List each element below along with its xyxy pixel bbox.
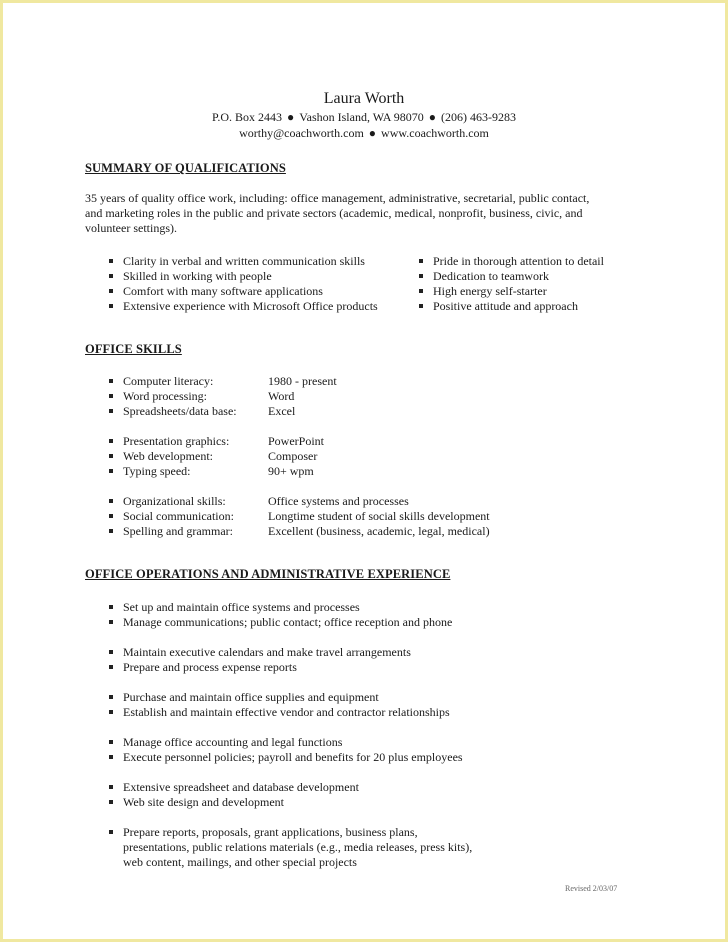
experience-item: Manage communications; public contact; office reception and phone bbox=[123, 615, 453, 629]
bullet-icon bbox=[109, 274, 113, 278]
bullet-icon bbox=[419, 274, 423, 278]
bullet-icon bbox=[109, 605, 113, 609]
bullet-icon bbox=[109, 620, 113, 624]
skill-label: Computer literacy: bbox=[123, 374, 214, 388]
bullet-icon bbox=[109, 514, 113, 518]
summary-heading: SUMMARY OF QUALIFICATIONS bbox=[85, 161, 286, 175]
experience-item: Prepare and process expense reports bbox=[123, 660, 297, 674]
bullet-icon bbox=[109, 499, 113, 503]
experience-item-line: web content, mailings, and other special projects bbox=[123, 855, 357, 869]
bullet-icon bbox=[109, 379, 113, 383]
summary-line: and marketing roles in the public and private sectors (academic, medical, nonprofit, business, civic, and bbox=[85, 206, 583, 220]
skill-value: Longtime student of social skills development bbox=[268, 509, 490, 523]
experience-item: Web site design and development bbox=[123, 795, 284, 809]
bullet-icon bbox=[109, 529, 113, 533]
bullet-icon bbox=[109, 800, 113, 804]
skill-value: PowerPoint bbox=[268, 434, 325, 448]
bullet-icon bbox=[109, 259, 113, 263]
email-address[interactable]: worthy@coachworth.com bbox=[239, 126, 364, 140]
summary-item: Positive attitude and approach bbox=[433, 299, 578, 313]
experience-item: Establish and maintain effective vendor and contractor relationships bbox=[123, 705, 450, 719]
bullet-icon bbox=[109, 289, 113, 293]
experience-item: Manage office accounting and legal functions bbox=[123, 735, 343, 749]
summary-item: Clarity in verbal and written communication skills bbox=[123, 254, 365, 268]
bullet-icon bbox=[109, 785, 113, 789]
summary-item: Extensive experience with Microsoft Office products bbox=[123, 299, 378, 313]
skill-value: 1980 - present bbox=[268, 374, 337, 388]
summary-line: volunteer settings). bbox=[85, 221, 177, 235]
bullet-icon bbox=[109, 665, 113, 669]
candidate-name: Laura Worth bbox=[323, 90, 405, 107]
contact-line-2 bbox=[3, 125, 725, 141]
contact-line-1 bbox=[3, 109, 725, 125]
bullet-icon bbox=[419, 304, 423, 308]
separator-icon: ● bbox=[368, 126, 377, 140]
resume-page bbox=[3, 3, 725, 939]
bullet-icon bbox=[419, 289, 423, 293]
office-skills-heading: OFFICE SKILLS bbox=[85, 342, 182, 356]
experience-item: Purchase and maintain office supplies and equipment bbox=[123, 690, 379, 704]
bullet-icon bbox=[419, 259, 423, 263]
website-link[interactable]: www.coachworth.com bbox=[381, 126, 489, 140]
skill-label: Typing speed: bbox=[123, 464, 191, 478]
separator-icon: ● bbox=[287, 110, 295, 124]
postal-address: P.O. Box 2443 bbox=[212, 110, 283, 124]
skill-value: Excel bbox=[268, 404, 296, 418]
bullet-icon bbox=[109, 710, 113, 714]
city-state-zip: Vashon Island, WA 98070 bbox=[299, 110, 424, 124]
bullet-icon bbox=[109, 439, 113, 443]
bullet-icon bbox=[109, 695, 113, 699]
skill-value: Office systems and processes bbox=[268, 494, 409, 508]
experience-item: Execute personnel policies; payroll and benefits for 20 plus employees bbox=[123, 750, 463, 764]
skill-value: Excellent (business, academic, legal, medical) bbox=[268, 524, 490, 538]
bullet-icon bbox=[109, 394, 113, 398]
experience-heading: OFFICE OPERATIONS AND ADMINISTRATIVE EXPERIENCE bbox=[85, 567, 451, 581]
skill-label: Word processing: bbox=[123, 389, 208, 403]
summary-item: High energy self-starter bbox=[433, 284, 547, 298]
experience-item-line: Prepare reports, proposals, grant applications, business plans, bbox=[123, 825, 418, 839]
experience-item-line: presentations, public relations materials (e.g., media releases, press kits), bbox=[123, 840, 473, 854]
skill-label: Social communication: bbox=[123, 509, 234, 523]
bullet-icon bbox=[109, 304, 113, 308]
resume-header bbox=[3, 89, 725, 141]
summary-paragraph bbox=[85, 191, 645, 236]
skill-value: 90+ wpm bbox=[268, 464, 314, 478]
summary-item: Comfort with many software applications bbox=[123, 284, 323, 298]
summary-line: 35 years of quality office work, including: office management, administrative, secretarial, public contact, bbox=[85, 191, 590, 205]
experience-item: Set up and maintain office systems and processes bbox=[123, 600, 360, 614]
skill-label: Spreadsheets/data base: bbox=[123, 404, 237, 418]
skill-label: Web development: bbox=[123, 449, 214, 463]
summary-item: Dedication to teamwork bbox=[433, 269, 549, 283]
skill-label: Organizational skills: bbox=[123, 494, 226, 508]
bullet-icon bbox=[109, 650, 113, 654]
bullet-icon bbox=[109, 469, 113, 473]
phone-number: (206) 463-9283 bbox=[440, 110, 516, 124]
experience-item: Maintain executive calendars and make travel arrangements bbox=[123, 645, 411, 659]
bullet-icon bbox=[109, 755, 113, 759]
revised-date: Revised 2/03/07 bbox=[565, 884, 618, 893]
summary-item: Skilled in working with people bbox=[123, 269, 272, 283]
bullet-icon bbox=[109, 740, 113, 744]
skill-label: Presentation graphics: bbox=[123, 434, 230, 448]
separator-icon: ● bbox=[428, 110, 436, 124]
summary-item: Pride in thorough attention to detail bbox=[433, 254, 604, 268]
bullet-icon bbox=[109, 830, 113, 834]
skill-value: Composer bbox=[268, 449, 318, 463]
skill-value: Word bbox=[268, 389, 295, 403]
bullet-icon bbox=[109, 454, 113, 458]
skill-label: Spelling and grammar: bbox=[123, 524, 233, 538]
experience-item: Extensive spreadsheet and database development bbox=[123, 780, 359, 794]
bullet-icon bbox=[109, 409, 113, 413]
